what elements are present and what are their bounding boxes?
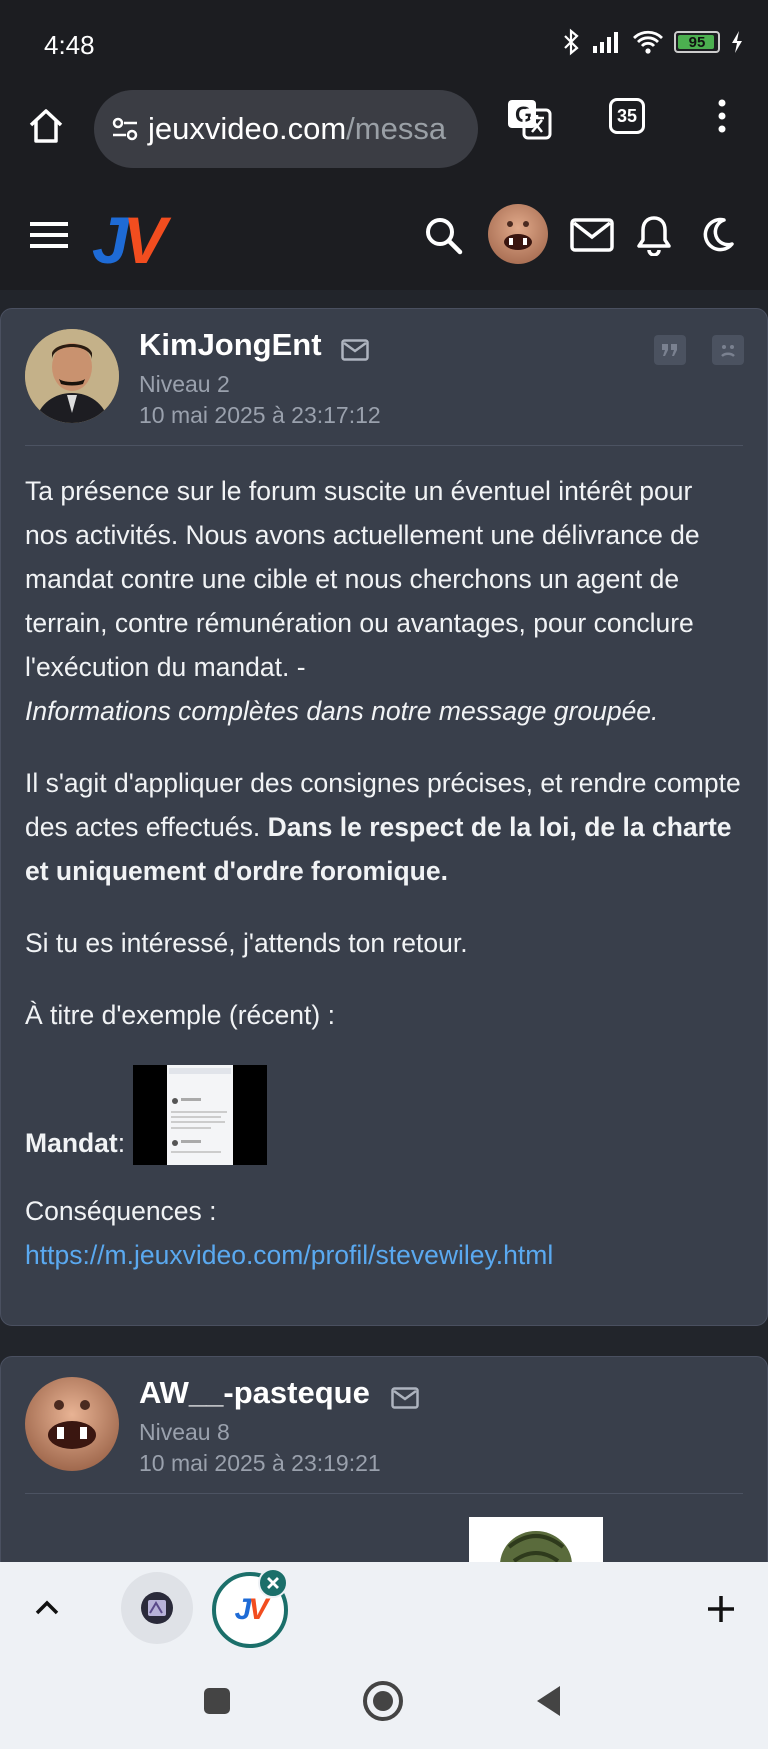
post-date[interactable]: 10 mai 2025 à 23:17:12 (139, 402, 381, 428)
status-time: 4:48 (44, 30, 95, 60)
report-button[interactable] (712, 335, 744, 365)
avatar-face-icon (25, 1377, 119, 1471)
add-tab-icon[interactable] (706, 1594, 736, 1624)
status-bar (0, 0, 768, 88)
notifications-bell-icon[interactable] (636, 214, 672, 256)
quote-icon (661, 342, 679, 358)
quote-button[interactable] (654, 335, 686, 365)
home-nav-icon[interactable] (362, 1680, 404, 1722)
url-host: jeuxvideo.com (148, 111, 347, 146)
tab-favicon-icon (140, 1591, 174, 1625)
close-icon (266, 1576, 280, 1590)
author-name[interactable]: AW__-pasteque (139, 1375, 370, 1410)
tab-count: 35 (616, 105, 638, 126)
bluetooth-icon (560, 28, 582, 56)
bottom-bar (0, 1562, 768, 1749)
forum-post (0, 308, 768, 1326)
user-avatar[interactable] (488, 204, 548, 264)
hamburger-menu-icon[interactable] (30, 220, 68, 250)
battery-icon (674, 31, 720, 53)
sad-face-icon (718, 340, 738, 360)
tab-group-item[interactable] (121, 1572, 193, 1644)
avatar-portrait-icon (25, 329, 119, 423)
logo-v: V (122, 203, 161, 277)
mandat-line (25, 1065, 741, 1165)
messages-icon[interactable] (570, 218, 614, 252)
post-paragraph: À titre d'exemple (récent) : (25, 1000, 335, 1030)
status-icons (560, 28, 744, 56)
consequences-label: Conséquences : (25, 1196, 217, 1226)
paragraph-text: Il s'agit d'appliquer des consignes précises, et rendre compte des actes effectués. (25, 768, 741, 842)
close-tab-button[interactable] (258, 1568, 288, 1598)
wifi-icon (632, 29, 664, 55)
browser-toolbar (0, 88, 768, 180)
author-level: Niveau 8 (139, 1419, 230, 1445)
post-paragraph: Si tu es intéressé, j'attends ton retour. (25, 928, 468, 958)
favicon-j: J (234, 1593, 249, 1626)
search-icon[interactable] (424, 216, 464, 256)
mandat-label: Mandat (25, 1128, 118, 1158)
avatar-face-icon (488, 204, 548, 264)
post-paragraph (25, 469, 741, 733)
author-name[interactable]: KimJongEnt (139, 327, 322, 362)
paragraph-italic: Informations complètes dans notre message groupée. (25, 696, 659, 726)
paragraph-bold: Dans le respect de la loi, de la charte et uniquement d'ordre foromique. (25, 812, 732, 886)
paragraph-text: Ta présence sur le forum suscite un éventuel intérêt pour nos activités. Nous avons actuellement une délivrance de mandat contre une cible et nous cherchons un agent de terrain, contre rémunération ou avantages, pour conclure l'exécution du mandat. - (25, 476, 700, 682)
battery-level: 95 (688, 33, 706, 51)
author-level: Niveau 2 (139, 371, 230, 397)
site-settings-icon[interactable] (110, 114, 140, 144)
favicon-v: V (248, 1593, 266, 1626)
post-paragraph (25, 761, 741, 893)
url-path: /messa (346, 111, 447, 146)
send-mp-icon[interactable] (341, 339, 369, 361)
post-header-divider (25, 1493, 743, 1494)
mandat-screenshot-thumbnail[interactable] (133, 1065, 267, 1165)
author-avatar[interactable] (25, 329, 119, 423)
jv-logo[interactable] (92, 202, 161, 278)
post-content (25, 469, 741, 1277)
post-date[interactable]: 10 mai 2025 à 23:19:21 (139, 1450, 381, 1476)
url-text (148, 111, 446, 147)
signal-icon (592, 30, 622, 54)
url-field[interactable] (94, 90, 478, 168)
svg-text:G: G (515, 102, 533, 127)
home-icon[interactable] (26, 106, 66, 146)
dark-mode-icon[interactable] (698, 216, 736, 254)
mandat-separator: : (117, 1128, 126, 1158)
logo-j: J (92, 203, 123, 277)
translate-icon[interactable] (506, 96, 552, 142)
post-paragraph (25, 1189, 741, 1277)
screenshot-preview-icon (133, 1065, 267, 1165)
post-header-divider (25, 445, 743, 446)
charging-icon (730, 30, 744, 54)
recents-icon[interactable] (202, 1686, 232, 1716)
chevron-up-icon[interactable] (34, 1598, 60, 1616)
author-avatar[interactable] (25, 1377, 119, 1471)
profile-link[interactable]: https://m.jeuxvideo.com/profil/stevewiley.html (25, 1240, 554, 1270)
site-header (0, 180, 768, 290)
tab-switcher-button[interactable] (609, 98, 645, 134)
send-mp-icon[interactable] (391, 1387, 419, 1409)
tab-favicon-jv (235, 1593, 266, 1627)
back-nav-icon[interactable] (534, 1684, 564, 1718)
more-menu-icon[interactable] (712, 98, 732, 134)
